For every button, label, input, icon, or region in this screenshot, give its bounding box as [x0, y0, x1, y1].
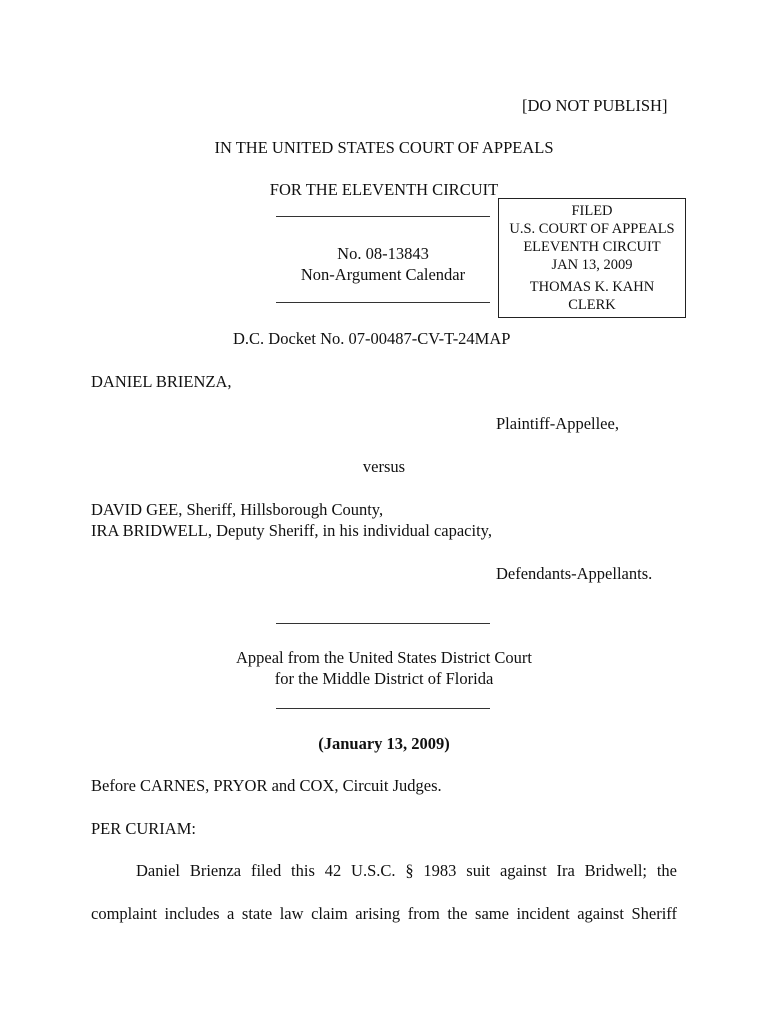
defendants-role: Defendants-Appellants.	[496, 564, 653, 583]
filed-stamp-line: CLERK	[568, 296, 616, 313]
plaintiff-name: DANIEL BRIENZA,	[91, 372, 232, 391]
filed-stamp-line: ELEVENTH CIRCUIT	[523, 239, 661, 256]
case-number: No. 08-13843	[337, 244, 429, 263]
filed-stamp-line: FILED	[571, 203, 613, 219]
appeal-from-line2: for the Middle District of Florida	[274, 669, 494, 688]
docket-number: D.C. Docket No. 07-00487-CV-T-24MAP	[233, 329, 511, 348]
plaintiff-role: Plaintiff-Appellee,	[496, 414, 619, 433]
circuit-name: FOR THE ELEVENTH CIRCUIT	[269, 180, 499, 199]
calendar-type: Non-Argument Calendar	[300, 265, 466, 284]
divider-rule	[276, 623, 490, 624]
body-line-2: complaint includes a state law claim arising from the same incident against Sheriff	[91, 904, 677, 923]
versus-label: versus	[362, 457, 406, 476]
defendant-1: DAVID GEE, Sheriff, Hillsborough County,	[91, 500, 384, 519]
appeal-from-line1: Appeal from the United States District Court	[235, 648, 533, 667]
filed-stamp-line: JAN 13, 2009	[551, 257, 633, 274]
filed-stamp-line: U.S. COURT OF APPEALS	[509, 221, 675, 238]
judges-line: Before CARNES, PRYOR and COX, Circuit Judges.	[91, 776, 442, 795]
divider-rule	[276, 216, 490, 217]
decision-date: (January 13, 2009)	[318, 734, 450, 753]
court-name: IN THE UNITED STATES COURT OF APPEALS	[214, 138, 554, 157]
filed-stamp	[498, 198, 686, 318]
per-curiam-heading: PER CURIAM:	[91, 819, 196, 838]
divider-rule	[276, 302, 490, 303]
defendant-2: IRA BRIDWELL, Deputy Sheriff, in his individual capacity,	[91, 521, 492, 540]
divider-rule	[276, 708, 490, 709]
publish-tag: [DO NOT PUBLISH]	[522, 96, 668, 115]
filed-stamp-line: THOMAS K. KAHN	[529, 278, 655, 295]
body-line-1: Daniel Brienza filed this 42 U.S.C. § 1983 suit against Ira Bridwell; the	[136, 861, 677, 880]
